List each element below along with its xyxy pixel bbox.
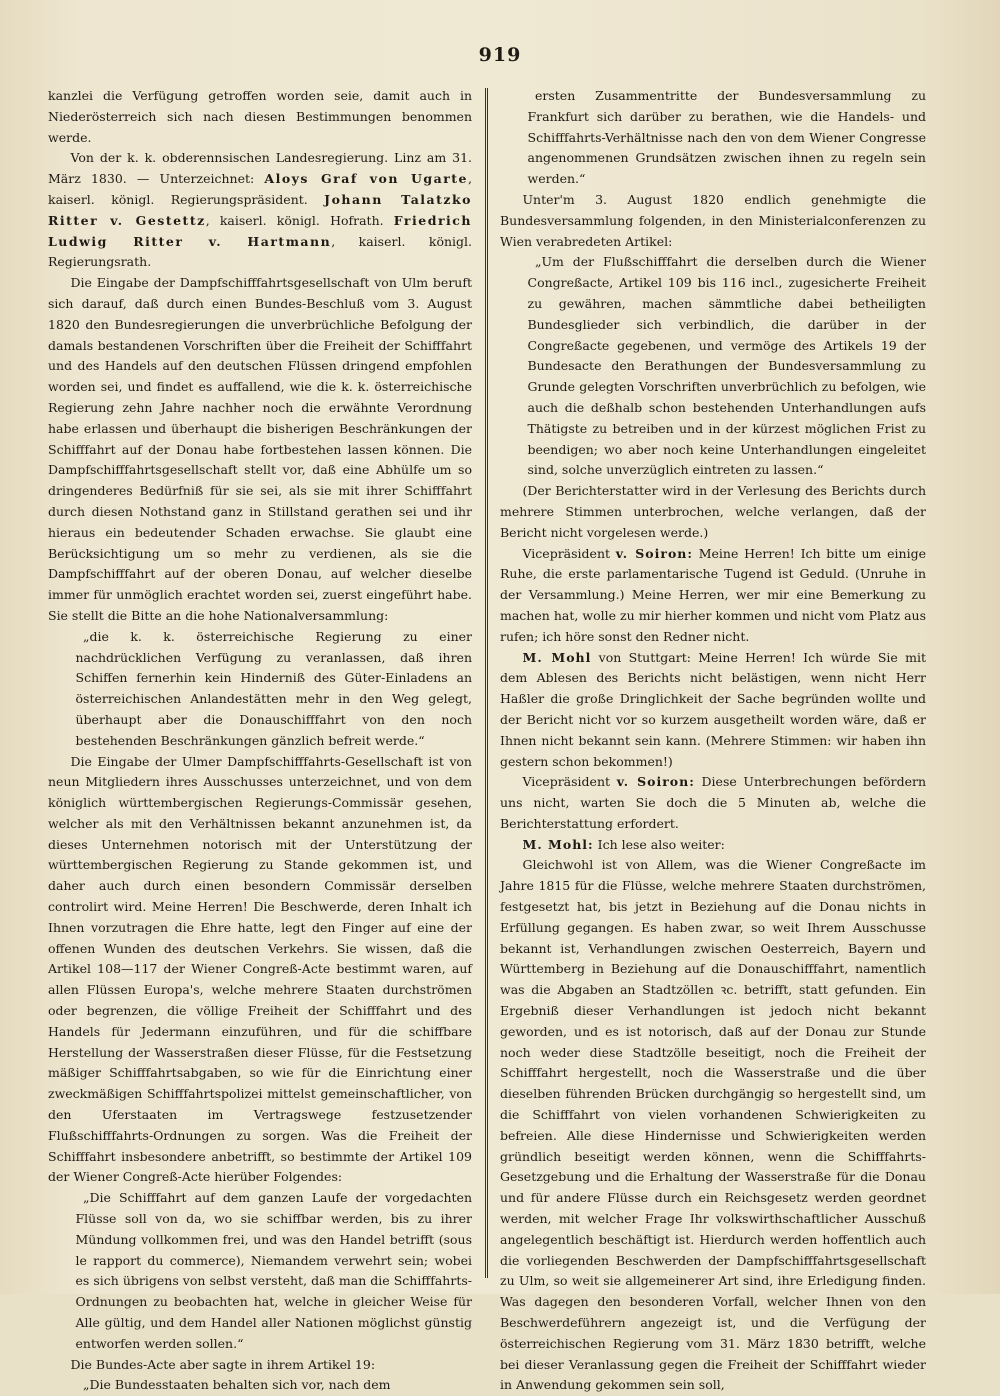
- paragraph: [500, 835, 926, 856]
- right-column: [500, 86, 927, 1393]
- text-run: Von der k. k. obderennsischen Landesregierung. Linz am 31. März 1830. — Unterzeichnet:: [48, 150, 472, 187]
- speaker-name: v. Soiron:: [615, 545, 693, 561]
- text-run: Die Eingabe der Ulmer Dampfschifffahrts-Gesellschaft ist von neun Mitgliedern ihres Ausschusses unterzeichnet, und von dem königlich württembergischen Regierungs-Commissär gesehen, welcher als mit den Verhältnissen bekannt anzunehmen ist, da dieses Unternehmen notorisch mit der Unterstützung der württembergischen Regierung zu Stande gekommen ist, und daher auch durch einen besondern Commissär derselben controlirt wird. Meine Herren! Die Beschwerde, deren Inhalt ich Ihnen vorzutragen die Ehre hatte, legt den Finger auf eine der offenen Wunden des deutschen Verkehrs. Sie wissen, daß die Artikel 108—117 der Wiener Congreß-Acte bestimmt waren, auf allen Flüssen Europa's, welche mehrere Staaten durchströmen oder begrenzen, die völlige Freiheit der Schifffahrt und des Handels für Jedermann einzuführen, und für die schiffbare Herstellung der Wasserstraßen dieser Flüsse, für die Festsetzung mäßiger Schifffahrtsabgaben, so wie für die Einrichtung einer zweckmäßigen Schifffahrtspolizei mittelst gemeinschaftlicher, von den Uferstaaten im Vertragswege festzusetzender Flußschifffahrts-Ordnungen zu sorgen. Was die Freiheit der Schifffahrt insbesondere anbetrifft, so bestimmte der Artikel 109 der Wiener Congreß-Acte hierüber Folgendes:: [48, 753, 472, 1185]
- paragraph: [48, 1355, 472, 1376]
- quoted-paragraph: [48, 1188, 472, 1354]
- text-run: Diese Unterbrechungen befördern uns nicht, warten Sie doch die 5 Minuten ab, welche die Berichterstattung erfordert.: [500, 774, 927, 831]
- paragraph: [48, 86, 472, 148]
- text-run: Meine Herren! Ich bitte um einige Ruhe, die erste parlamentarische Tugend ist Geduld. (Unruhe in der Versammlung.) Meine Herren, wer mir eine Bemerkung zu machen hat, wolle zu mir hierher kommen und nicht vom Platz aus rufen; ich höre sonst den Redner nicht.: [500, 545, 926, 644]
- text-run: Die Eingabe der Dampfschifffahrtsgesellschaft von Ulm beruft sich darauf, daß durch einen Bundes-Beschluß vom 3. August 1820 den Bundesregierungen die unverbrüchliche Befolgung der damals bestandenen Vorschriften über die Freiheit der Schifffahrt und des Handels auf den deutschen Flüssen dringend empfohlen worden sei, und findet es auffallend, wie die k. k. österreichische Regierung zehn Jahre nachher noch die erwähnte Verordnung habe erlassen und überhaupt die bisherigen Beschränkungen der Schifffahrt auf der Donau habe fortbestehen lassen können. Die Dampfschifffahrtsgesellschaft stellt vor, daß eine Abhülfe um so dringenderes Bedürfniß für sie sei, als sie mit ihrer Schifffahrt durch diesen Nothstand ganz in Stillstand gerathen sei und ihr hieraus ein bedeutender Schaden erwachse. Sie glaubt eine Berücksichtigung um so mehr zu verdienen, als sie die Dampfschifffahrt auf der oberen Donau, auf welcher dieselbe immer für unmöglich erachtet worden sei, zuerst eingeführt habe. Sie stellt die Bitte an die hohe Nationalversammlung:: [48, 275, 472, 623]
- text-run: ersten Zusammentritte der Bundesversammlung zu Frankfurt sich darüber zu berathen, wie die Handels- und Schifffahrts-Verhältnisse nach den von dem Wiener Congresse angenommenen Grundsätzen zwischen ihnen zu regeln sein werden.“: [527, 88, 926, 187]
- text-run: Ich lese also weiter:: [593, 836, 725, 852]
- paragraph: [500, 855, 926, 1396]
- quoted-paragraph: [48, 627, 472, 752]
- text-run: , kaiserl. königl. Hofrath.: [205, 212, 394, 228]
- text-run: „Um der Flußschifffahrt die derselben durch die Wiener Congreßacte, Artikel 109 bis 116 incl., zugesicherte Freiheit zu gewähren, machen sämmtliche dabei betheiligten Bundesglieder sich verbindlich, die darüber in der Congreßacte gegebenen, und vermöge des Artikels 19 der Bundesacte den Berathungen der Bundesversammlung zu Grunde gelegten Vorschriften unverbrüchlich zu befolgen, wie auch die deßhalb schon bestehenden Unterhandlungen aufs Thätigste zu betreiben und in der kürzest möglichen Frist zu beendigen; wo aber noch keine Unterhandlungen eingeleitet sind, solche unverzüglich eintreten zu lassen.“: [527, 254, 926, 478]
- text-run: , kaiserl. königl. Regierungspräsident.: [48, 171, 472, 207]
- paragraph: [500, 544, 926, 648]
- text-run: Vicepräsident: [522, 774, 617, 790]
- paragraph: [48, 752, 472, 1189]
- text-run: „Die Bundesstaaten behalten sich vor, nach dem: [83, 1377, 391, 1393]
- text-run: „Die Schifffahrt auf dem ganzen Laufe der vorgedachten Flüsse soll von da, wo sie schiffbar werden, bis zu ihrer Mündung vollkommen frei, und was den Handel betrifft (sous le rapport du commerce), Niemandem verwehrt sein; wobei es sich übrigens von selbst versteht, daß man die Schifffahrts-Ordnungen zu beobachten hat, welche in gleicher Weise für Alle gültig, und dem Handel aller Nationen möglichst günstig entworfen werden sollen.“: [75, 1190, 472, 1351]
- left-column: [48, 86, 473, 1393]
- column-divider: [485, 88, 488, 1278]
- paragraph: [48, 273, 472, 627]
- text-run: , kaiserl. königl. Regierungsrath.: [48, 233, 472, 270]
- quoted-paragraph: [48, 1375, 472, 1396]
- text-run: Gleichwohl ist von Allem, was die Wiener Congreßacte im Jahre 1815 für die Flüsse, welche mehrere Staaten durchströmen, festgesetzt hat, bis jetzt in Beziehung auf die Donau nichts in Erfüllung gegangen. Es haben zwar, so weit Ihrem Ausschusse bekannt ist, Verhandlungen zwischen Oesterreich, Bayern und Württemberg in Beziehung auf die Donauschifffahrt, namentlich was die Abgaben an Stadtzöllen ꝛc. betrifft, statt gefunden. Ein Ergebniß dieser Verhandlungen ist jedoch nicht bekannt geworden, und es ist notorisch, daß auf der Donau zur Stunde noch weder diese Stadtzölle beseitigt, noch die Freiheit der Schifffahrt hergestellt, noch die Wasserstraße und die über dieselben führenden Brücken durchgängig so hergestellt sind, um die Schifffahrt von vielen vorhandenen Schwierigkeiten zu befreien. Alle diese Hindernisse und Schwierigkeiten werden gründlich beseitigt werden können, wenn die Schifffahrts-Gesetzgebung und die Erhaltung der Wasserstraße für die Donau und für andere Flüsse durch ein Reichsgesetz werden geordnet werden, mit welcher Frage Ihr volkswirthschaftlicher Ausschuß angelegentlich beschäftigt ist. Hierdurch werden hoffentlich auch die vorliegenden Beschwerden der Dampfschifffahrtsgesellschaft zu Ulm, so weit sie allgemeinerer Art sind, ihre Erledigung finden. Was dagegen den besonderen Vorfall, welcher Ihnen von den Beschwerdeführern angezeigt ist, und die Verfügung der österreichischen Regierung vom 31. März 1830 betrifft, welche bei dieser Veranlassung gegen die Freiheit der Schifffahrt wieder in Anwendung gekommen sein soll,: [500, 857, 926, 1393]
- text-run: Unter'm 3. August 1820 endlich genehmigte die Bundesversammlung folgenden, in den Ministerialconferenzen zu Wien verabredeten Artikel:: [500, 191, 926, 249]
- page-number: 919: [478, 44, 522, 66]
- signatory-name: Friedrich Ludwig Ritter v. Hartmann: [48, 212, 472, 249]
- quoted-paragraph: [500, 86, 926, 190]
- signatory-name: Johann Talatzko Ritter v. Gestettz: [48, 191, 473, 228]
- speaker-name: M. Mohl:: [522, 836, 594, 852]
- text-run: Die Bundes-Acte aber sagte in ihrem Artikel 19:: [70, 1356, 376, 1372]
- text-run: Vicepräsident: [522, 545, 616, 561]
- signatory-name: Aloys Graf von Ugarte: [264, 171, 469, 187]
- paragraph: [500, 648, 926, 773]
- text-run: von Stuttgart: Meine Herren! Ich würde Sie mit dem Ablesen des Berichts nicht belästigen, wenn nicht Herr Haßler die große Dringlichkeit der Sache begründen wollte und der Bericht nicht vor so kurzem ausgetheilt worden wäre, daß er Ihnen nicht bekannt sein kann. (Mehrere Stimmen: wir haben ihn gestern schon bekommen!): [500, 649, 926, 769]
- text-run: kanzlei die Verfügung getroffen worden seie, damit auch in Niederösterreich sich nach diesen Bestimmungen benommen werde.: [48, 88, 472, 145]
- paragraph: [48, 148, 472, 273]
- speaker-name: M. Mohl: [522, 649, 592, 665]
- paragraph: [500, 481, 926, 543]
- paragraph: [500, 772, 926, 834]
- text-run: „die k. k. österreichische Regierung zu einer nachdrücklichen Verfügung zu veranlassen, daß ihren Schiffen fernerhin kein Hinderniß des Güter-Einladens an österreichischen Anlandestätten mehr in den Weg gelegt, überhaupt aber die Donauschifffahrt von den noch bestehenden Beschränkungen gänzlich befreit werde.“: [75, 628, 472, 748]
- text-run: (Der Berichterstatter wird in der Verlesung des Berichts durch mehrere Stimmen unterbrochen, welche verlangen, daß der Bericht nicht vorgelesen werde.): [500, 483, 926, 540]
- quoted-paragraph: [500, 252, 926, 481]
- paragraph: [500, 190, 926, 252]
- speaker-name: v. Soiron:: [616, 774, 695, 790]
